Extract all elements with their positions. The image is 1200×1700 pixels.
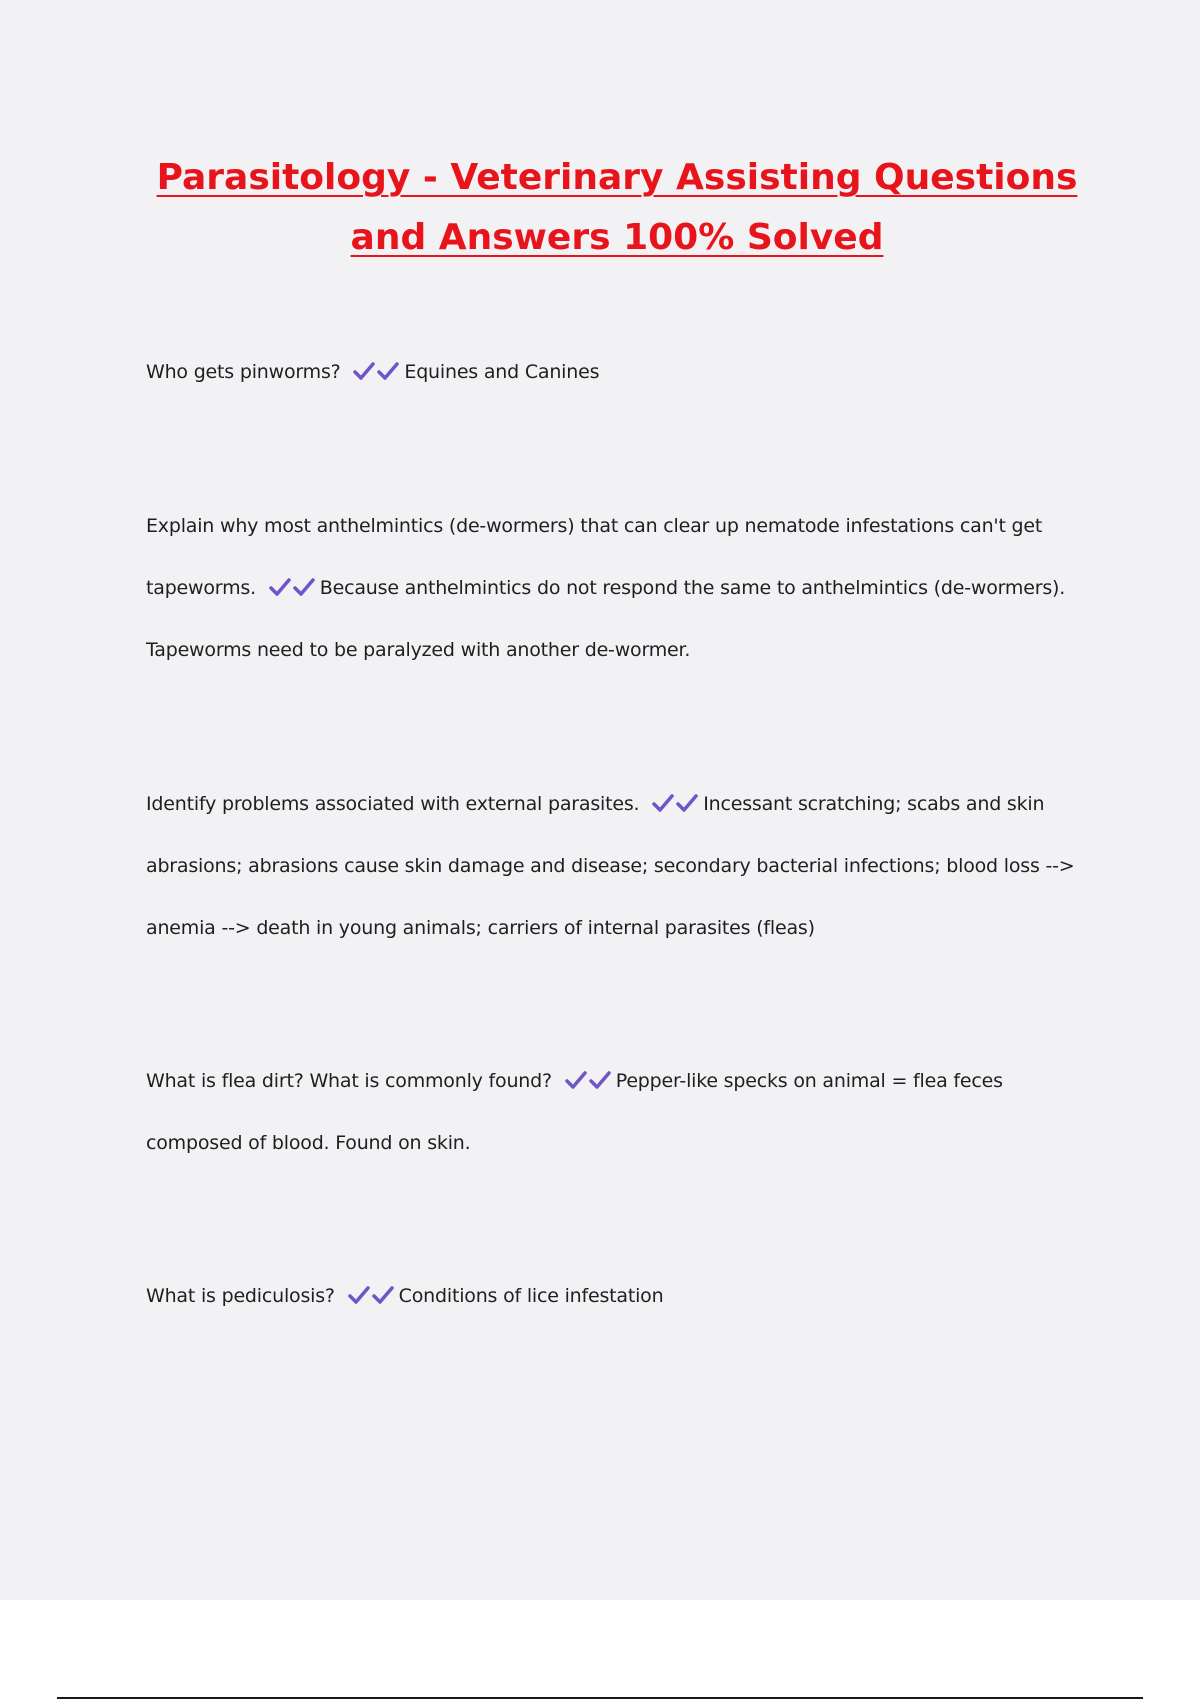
double-check-icon: [268, 557, 316, 619]
qa-item-4: [146, 1050, 1096, 1174]
question-text: Identify problems associated with external parasites.: [146, 793, 640, 815]
answer-text: Because anthelmintics do not respond the same to anthelmintics (de-wormers). Tapeworms need to be paralyzed with another de-wormer.: [146, 577, 1066, 661]
answer-text: Conditions of lice infestation: [398, 1285, 664, 1307]
qa-item-2: [146, 495, 1096, 681]
qa-item-3: [146, 773, 1096, 959]
answer-text: Equines and Canines: [404, 361, 600, 383]
qa-item-1: [146, 341, 1096, 403]
question-text: What is pediculosis?: [146, 1285, 335, 1307]
question-text: Explain why most anthelmintics (de-wormers) that can clear up nematode infestations can't get tapeworms.: [146, 515, 1043, 599]
answer-text: Pepper-like specks on animal = flea feces composed of blood. Found on skin.: [146, 1070, 1003, 1154]
document-title: Parasitology - Veterinary Assisting Questions and Answers 100% Solved: [156, 157, 1078, 258]
answer-text: Incessant scratching; scabs and skin abrasions; abrasions cause skin damage and disease; secondary bacterial infections; blood loss --> anemia --> death in young animals; carriers of internal parasites (fleas): [146, 793, 1075, 939]
qa-item-5: [146, 1265, 1096, 1327]
double-check-icon: [564, 1050, 612, 1112]
double-check-icon: [347, 1265, 395, 1327]
question-text: What is flea dirt? What is commonly found?: [146, 1070, 552, 1092]
double-check-icon: [651, 773, 699, 835]
double-check-icon: [352, 341, 400, 403]
footer-divider: [57, 1697, 1143, 1699]
question-text: Who gets pinworms?: [146, 361, 341, 383]
